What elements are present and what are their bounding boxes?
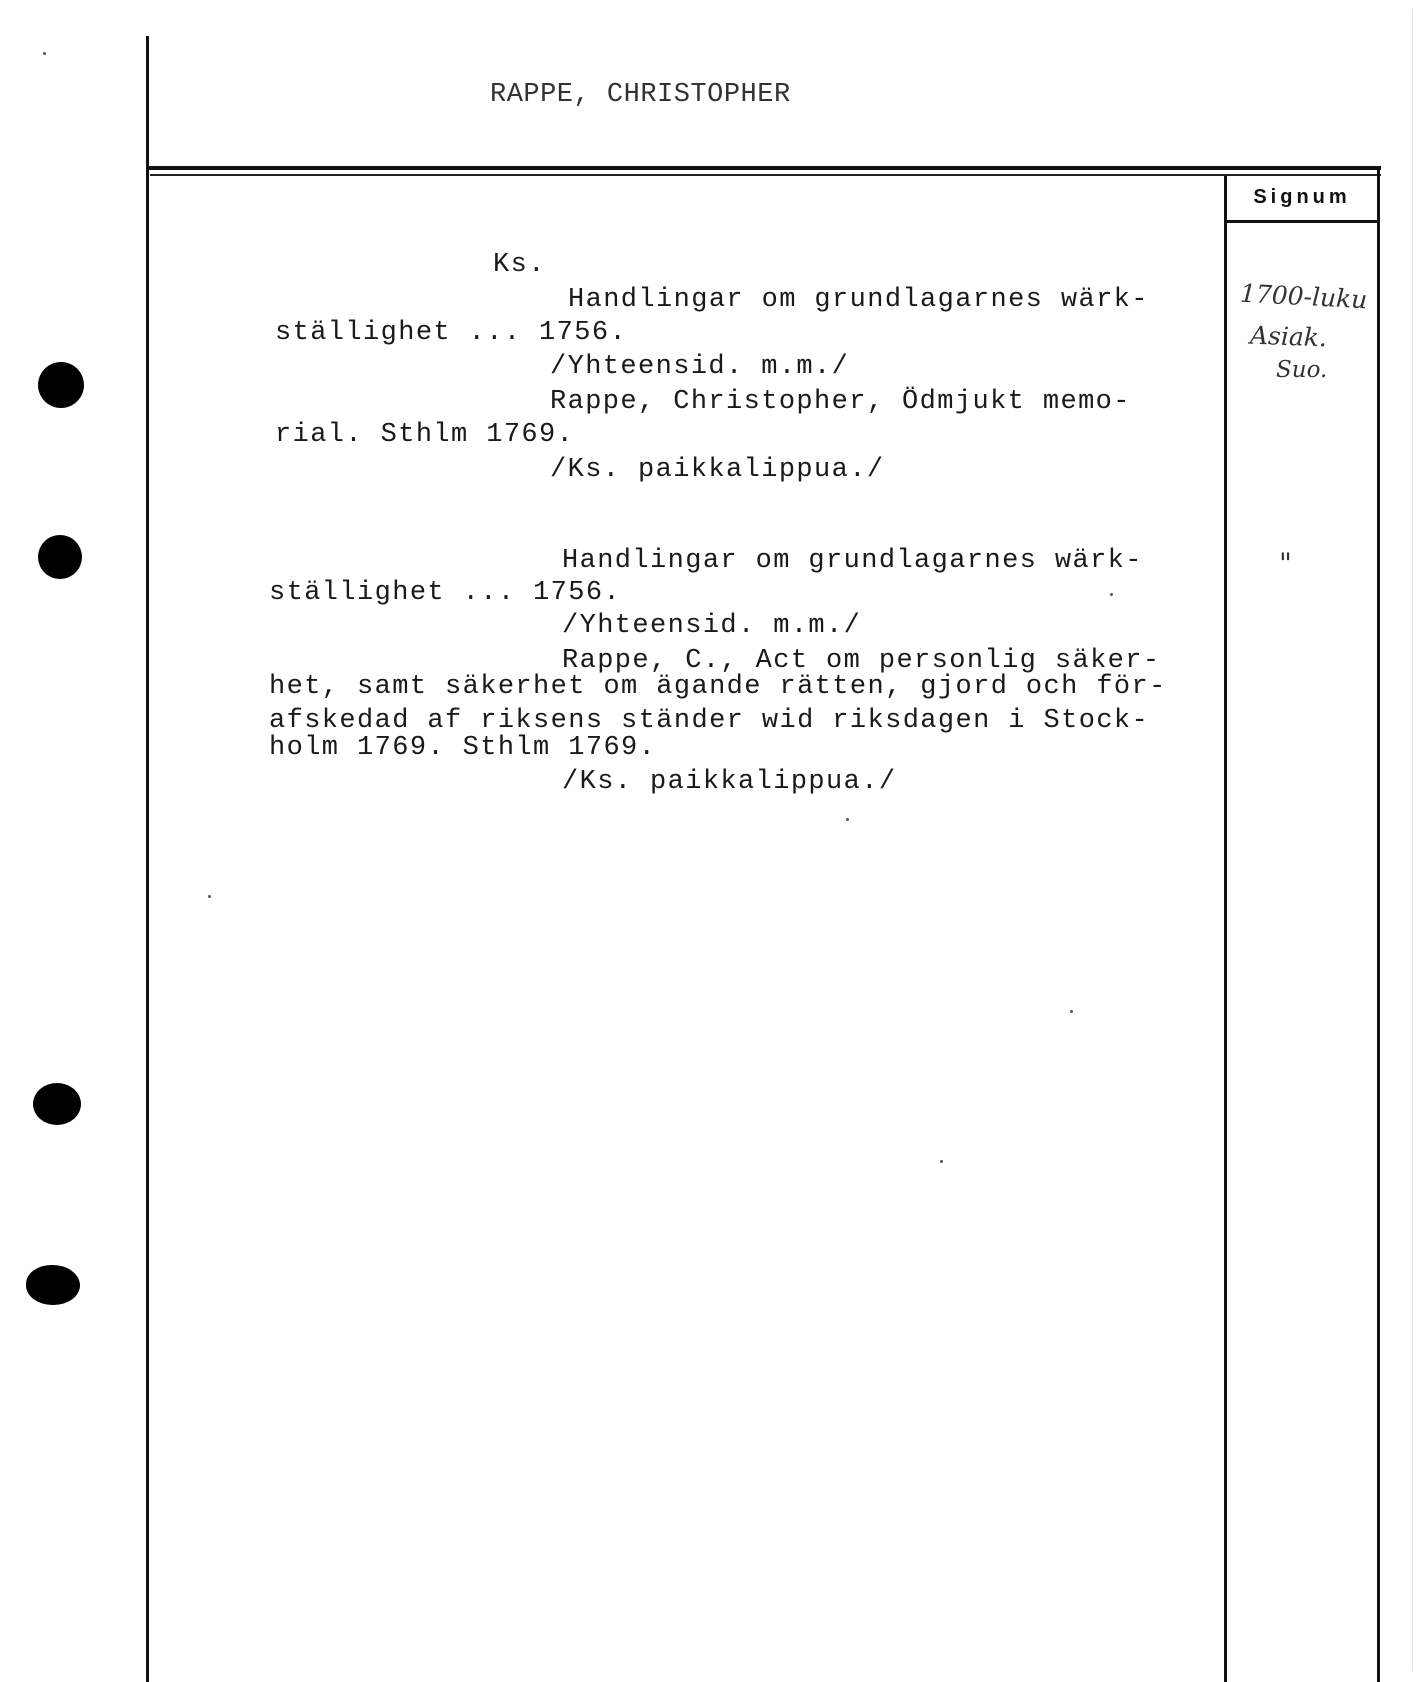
entry-line: /Ks. paikkalippua./ [562,767,897,797]
card-heading: RAPPE, CHRISTOPHER [490,80,791,110]
entry-line: Rappe, C., Act om personlig säker- [562,646,1161,676]
entry-line: Handlingar om grundlagarnes wärk- [568,285,1149,315]
punch-hole [38,535,82,579]
punch-hole [38,362,84,408]
entry-line: Rappe, Christopher, Ödmjukt memo- [550,387,1131,417]
signum-ditto-mark: " [1279,547,1292,580]
entry-line: ställighet ... 1756. [275,318,628,348]
header-rule [146,166,1381,170]
speck [1070,1010,1073,1013]
header-rule-inner [150,174,1381,176]
signum-note: 1700-luku [1239,278,1369,315]
entry-line: Ks. [493,250,546,280]
entry-line: het, samt säkerhet om ägande rätten, gjord och för- [269,672,1167,702]
entry-line: /Yhteensid. m.m./ [562,611,862,641]
entry-line: holm 1769. Sthlm 1769. [269,733,657,763]
signum-column-right-rule [1377,168,1380,1682]
entry-line: rial. Sthlm 1769. [275,420,575,450]
entry-line: ställighet ... 1756. [269,578,622,608]
speck [208,895,211,898]
speck [940,1160,943,1163]
speck [846,818,849,821]
entry-line: /Ks. paikkalippua./ [550,455,885,485]
speck [43,52,46,55]
entry-line: /Yhteensid. m.m./ [550,352,850,382]
paper-edge [1412,10,1413,1670]
left-margin-rule [146,36,149,1682]
punch-hole [33,1083,81,1125]
punch-hole [26,1265,80,1305]
signum-column-left-rule [1224,176,1227,1682]
speck [1110,593,1113,596]
entry-line: Handlingar om grundlagarnes wärk- [562,546,1143,576]
signum-header-cell [1227,176,1377,223]
entry-line: afskedad af riksens ständer wid riksdagen i Stock- [269,706,1150,736]
signum-note: Suo. [1276,357,1328,383]
signum-note: Asiak. [1249,320,1328,353]
signum-label: Signum [1253,186,1351,208]
